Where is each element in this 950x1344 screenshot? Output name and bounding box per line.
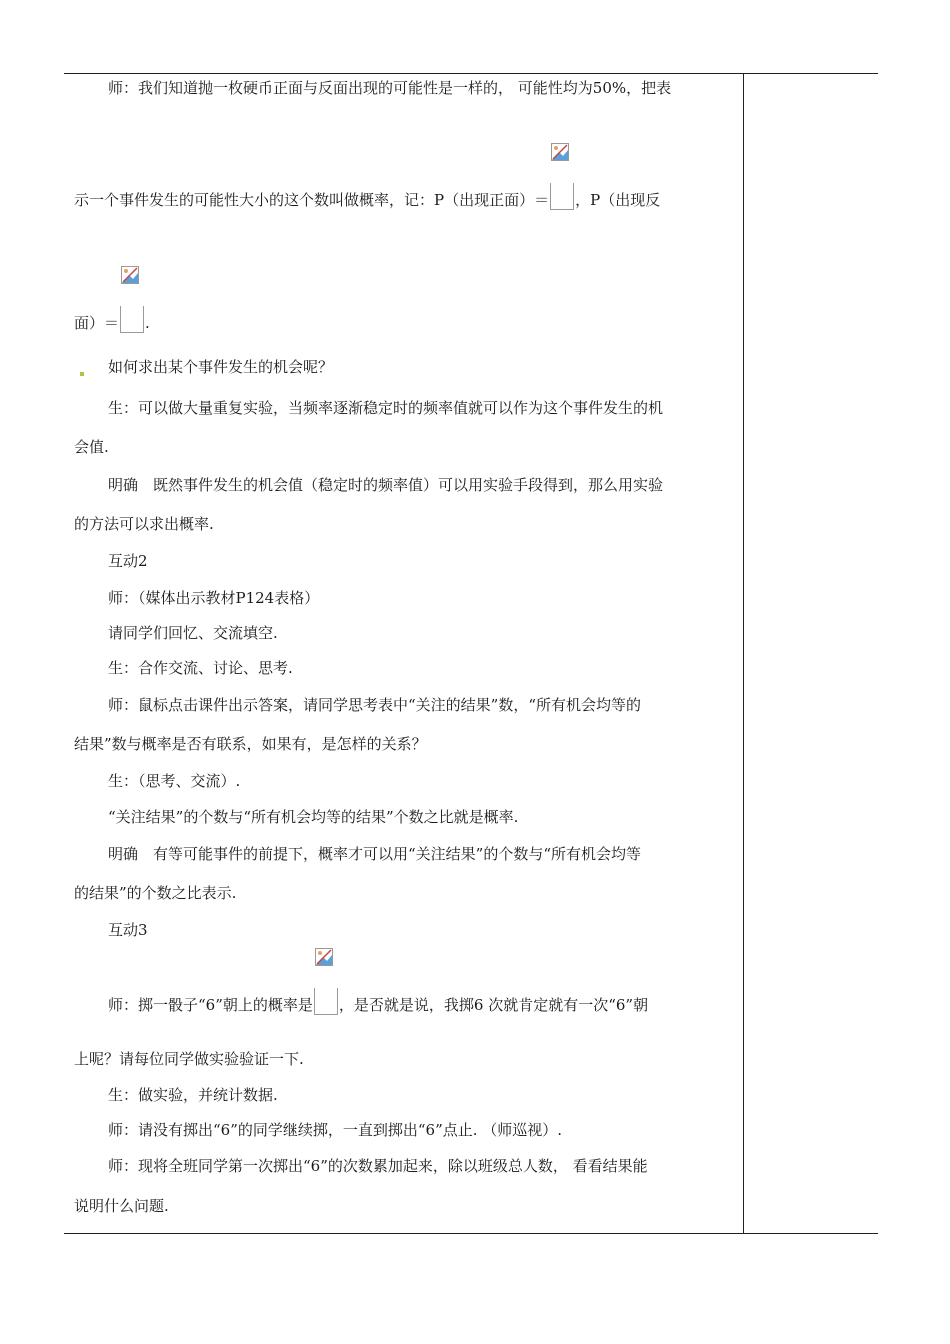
paragraph-line: 师：鼠标点击课件出示答案，请同学思考表中“关注的结果”数，“所有机会均等的 — [108, 696, 642, 714]
paragraph-line: 明确 有等可能事件的前提下，概率才可以用“关注结果”的个数与“所有机会均等 — [108, 845, 642, 863]
fraction-placeholder — [314, 988, 338, 1015]
paragraph-line: 师：请没有掷出“6”的同学继续掷，一直到掷出“6”点止. （师巡视）. — [108, 1121, 563, 1139]
section-heading: 互动3 — [108, 921, 148, 939]
table-top-border — [64, 73, 878, 74]
paragraph-line — [74, 306, 150, 333]
paragraph-line: 请同学们回忆、交流填空. — [108, 624, 278, 642]
fraction-placeholder — [120, 306, 144, 333]
paragraph-line — [74, 183, 660, 210]
paragraph-text: . — [145, 314, 150, 332]
paragraph-line: 的方法可以求出概率. — [74, 515, 214, 533]
broken-image-icon — [551, 143, 569, 161]
paragraph-line: 师：（媒体出示教材P124表格） — [108, 589, 320, 607]
section-heading: 互动2 — [108, 552, 148, 570]
paragraph-line: “关注结果”的个数与“所有机会均等的结果”个数之比就是概率. — [108, 808, 519, 826]
paragraph-text: 面）＝ — [74, 314, 120, 332]
paragraph-line: 如何求出某个事件发生的机会呢？ — [108, 358, 334, 376]
paragraph-text: ，是否就是说，我掷6 次就肯定就有一次“6”朝 — [338, 996, 649, 1014]
paragraph-line: 生：（思考、交流）. — [108, 772, 241, 790]
broken-image-icon — [315, 948, 333, 966]
paragraph-text: ，P（出现反 — [575, 191, 661, 209]
paragraph-text: 示一个事件发生的可能性大小的这个数叫做概率，记：P（出现正面）＝ — [74, 191, 550, 209]
bullet-marker — [80, 372, 84, 376]
paragraph-line: 结果”数与概率是否有联系，如果有，是怎样的关系？ — [74, 735, 427, 753]
paragraph-line: 师：现将全班同学第一次掷出“6”的次数累加起来，除以班级总人数， 看看结果能 — [108, 1157, 648, 1175]
paragraph-line: 生：合作交流、讨论、思考. — [108, 659, 293, 677]
paragraph-line — [108, 988, 648, 1015]
broken-image-icon — [121, 266, 139, 284]
fraction-placeholder — [550, 183, 574, 210]
paragraph-text: 师：掷一骰子“6”朝上的概率是 — [108, 996, 313, 1014]
paragraph-line: 的结果”的个数之比表示. — [74, 884, 237, 902]
table-bottom-border — [64, 1233, 878, 1234]
paragraph-line: 师：我们知道抛一枚硬币正面与反面出现的可能性是一样的， 可能性均为50%，把表 — [108, 79, 672, 97]
paragraph-line: 说明什么问题. — [74, 1197, 169, 1215]
paragraph-line: 生：可以做大量重复实验，当频率逐渐稳定时的频率值就可以作为这个事件发生的机 — [108, 399, 664, 417]
paragraph-line: 上呢？请每位同学做实验验证一下. — [74, 1050, 304, 1068]
paragraph-line: 会值. — [74, 438, 109, 456]
paragraph-line: 生：做实验，并统计数据. — [108, 1086, 278, 1104]
paragraph-line: 明确 既然事件发生的机会值（稳定时的频率值）可以用实验手段得到，那么用实验 — [108, 476, 664, 494]
table-column-divider — [743, 73, 744, 1233]
